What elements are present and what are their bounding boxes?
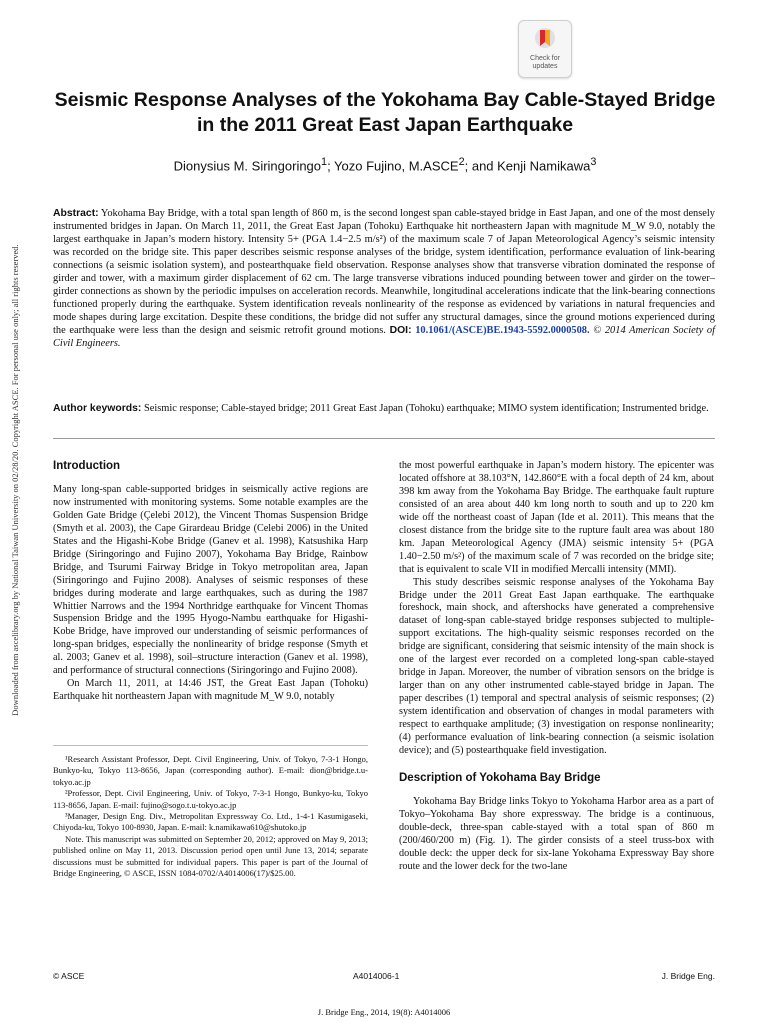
keywords-text: Seismic response; Cable-stayed bridge; 2011 Great East Japan (Tohoku) earthquake; MIMO system identification; Instrumented bridge. (143, 403, 709, 414)
bookmark-ribbon-icon (533, 27, 557, 53)
copyright-line: © 2014 American Society of Civil Engineers. (53, 325, 716, 350)
abstract-text: Yokohama Bay Bridge, with a total span length of 860 m, is the second longest span cable-stayed bridge in East Japan, and one of the most densely instrumented bridges in Japan. On March 11, 2011, the Great East Japan (Tohoku) Earthquake hit northeastern Japan with magnitude M_W 9.0, notably the largest earthquake in Japan’s modern history. Intensity 5+ (PGA 1.4−2.5 m/s²) of the maximum scale 7 of Japan Meteorological Agency’s seismic intensity was recorded on the bridge site. This paper describes seismic response analyses of the bridge, system identification, performance evaluation of link-bearing connections (a seismic isolation system), and postearthquake field observation. Response analyses show that transverse vibration dominated the response of girder and tower, with a maximum girder displacement of 62 cm. The large transverse vibrations induced pounding between tower and girder on the tower–girder connections as shown by the periodic impulses on acceleration records. Meanwhile, longitudinal accelerations indicate that the link-bearing connections functioned properly during the earthquake. System identification reveals nonlinearity of the response as evidenced by variations in natural frequencies and mode shapes during large excitation. Despite these conditions, the bridge did not suffer any structural damages, since the ground motions experienced during the earthquake were less than the design and seismic retrofit ground motions. (53, 208, 715, 337)
abstract-label: Abstract: (53, 208, 99, 219)
keywords-label: Author keywords: (53, 403, 142, 414)
doi-label: DOI: (389, 325, 412, 337)
section-heading: Description of Yokohama Bay Bridge (399, 771, 601, 784)
article-title: Seismic Response Analyses of the Yokohama Bay Cable-Stayed Bridge in the 2011 Great East Japan Earthquake (54, 89, 716, 136)
footer-article-number: A4014006-1 (353, 971, 400, 981)
citation-line: J. Bridge Eng., 2014, 19(8): A4014006 (317, 1007, 451, 1017)
check-for-updates-badge[interactable] (518, 20, 572, 78)
doi-link[interactable]: 10.1061/(ASCE)BE.1943-5592.0000508. (415, 325, 590, 337)
right-column (399, 460, 714, 874)
body-paragraph: This study describes seismic response analyses of the Yokohama Bay Bridge under the 2011 Great East Japan earthquake. The earthquake foreshock, main shock, and aftershocks have generated a comprehensive dataset of long-span cable-stayed bridge responses subjected to multiple-support excitations. The high-quality seismic responses recorded on the bridge are significant, considering that seismic intensity of the main shock is one of the largest ever recorded on a completed long-span cable-stayed bridge in Japan. Moreover, the number of vibration sensors on the bridge is larger than on any other instrumented cable-stayed bridge in Japan. The paper describes (1) temporal and spectral analysis of seismic responses; (2) system identification and observation of changes in modal parameters with respect to earthquake amplitude; (3) investigation on response nonlinearity; (4) performance evaluation of link-bearing connection (a seismic isolation device); and (5) postearthquake field investigation. (399, 576, 714, 756)
author-affiliation-mark: 2 (458, 156, 465, 168)
download-watermark (2, 220, 18, 740)
section-divider (53, 438, 715, 439)
footnotes (53, 745, 368, 879)
footnote: ³Manager, Design Eng. Div., Metropolitan Expressway Co. Ltd., 1-4-1 Kasumigaseki, Chiyoda-ku, Tokyo 100-8930, Japan. E-mail: k.namikawa610@shutoko.jp (53, 811, 368, 833)
section-heading: Introduction (53, 460, 121, 472)
author-name: Dionysius M. Siringoringo (173, 158, 322, 174)
body-paragraph: Yokohama Bay Bridge links Tokyo to Yokohama Harbor area as a part of Tokyo–Yokohama Bay shore expressway. The bridge is a continuous, double-deck, three-span cable-stayed with a total span of 860 m (200/460/200 m) (Fig. 1). The girder consists of a steel truss-box with double deck: the upper deck for six-lane Yokohama Expressway Bay shore route and the lower deck for the two-lane (399, 795, 714, 872)
footer-publisher: © ASCE (53, 971, 85, 981)
check-for-updates-label: Check for updates (530, 55, 560, 70)
footnote: ²Professor, Dept. Civil Engineering, Univ. of Tokyo, 7-3-1 Hongo, Bunkyo-ku, Tokyo 113-8656, Japan. E-mail: fujino@sogo.t.u-tokyo.ac.jp (53, 788, 368, 810)
submission-note: Note. This manuscript was submitted on September 20, 2012; approved on May 9, 2013; published online on May 11, 2013. Discussion period open until June 13, 2014; separate discussions must be submitted for individual papers. This paper is part of the Journal of Bridge Engineering, © ASCE, ISSN 1084-0702/A4014006(17)/$25.00. (53, 833, 368, 879)
author-name: ; Yozo Fujino, M.ASCE (327, 158, 459, 174)
body-paragraph: the most powerful earthquake in Japan’s modern history. The epicenter was located offshore at 38.103°N, 142.860°E with a focal depth of 24 km, about 398 km away from the Yokohama Bay Bridge. The earthquake fault rupture consisted of an area about 440 km long north to south and up to 220 km wide off the northeast coast of Japan (Ide et al. 2011). This means that the closest distance from the bridge site to the rupture fault area was about 180 km. Japan Meteorological Agency (JMA) seismic intensity 5+ (PGA 1.40−2.50 m/s²) of the maximum scale of 7 was recorded on the bridge site; that is equivalent to scale VII in modified Mercalli intensity (MMI). (399, 460, 714, 575)
download-watermark-text: Downloaded from ascelibrary.org by National Taiwan University on 02/28/20. Copyright ASCE. For personal use only; all rights reserved. (10, 244, 20, 716)
author-affiliation-mark: 3 (590, 156, 597, 168)
abstract (53, 207, 715, 351)
footnote: ¹Research Assistant Professor, Dept. Civil Engineering, Univ. of Tokyo, 7-3-1 Hongo, Bunkyo-ku, Tokyo 113-8656, Japan (corresponding author). E-mail: dion@bridge.t.u-tokyo.ac.jp (53, 754, 368, 787)
body-paragraph: Many long-span cable-supported bridges in seismically active regions are now instrumented with monitoring systems. Some notable examples are the Golden Gate Bridge (Çelebi 2012), the Vincent Thomas Suspension Bridge (Smyth et al. 2003), the Cape Girardeau Bridge (Celebi 2006) in the United States and the Higashi-Kobe Bridge (Ganev et al. 1998), Katsushika Harp Bridge (Siringoringo and Fujino 2007), Yokohama Bay Bridge, Rainbow Bridge, and Tsurumi Fairway Bridge in Tokyo metropolitan area, Japan (Siringoringo and Fujino 2008). Analyses of seismic responses of these bridges during moderate and large earthquakes, such as during the 1987 Whittier Narrows and the 1994 Northridge earthquake for Vincent Thomas Suspension Bridge and the 1995 Hyogo-Nambu earthquake for Higashi-Kobe Bridge, have improved our understanding of seismic performances of long-span bridges, especially the nonlinearity of bridge response (Smyth et al. 2003; Ganev et al. 1998), soil–structure interaction (Ganev et al. 1998), and performance of structural connections (Siringoringo and Fujino 2008). (53, 483, 368, 677)
body-paragraph: On March 11, 2011, at 14:46 JST, the Great East Japan (Tohoku) Earthquake hit northeastern Japan with magnitude M_W 9.0, notably (53, 678, 368, 703)
author-keywords (53, 402, 715, 415)
left-column (53, 460, 368, 704)
footer-journal: J. Bridge Eng. (661, 971, 715, 981)
author-affiliation-mark: 1 (321, 156, 328, 168)
author-name: ; and Kenji Namikawa (464, 158, 591, 174)
author-line (50, 156, 720, 173)
